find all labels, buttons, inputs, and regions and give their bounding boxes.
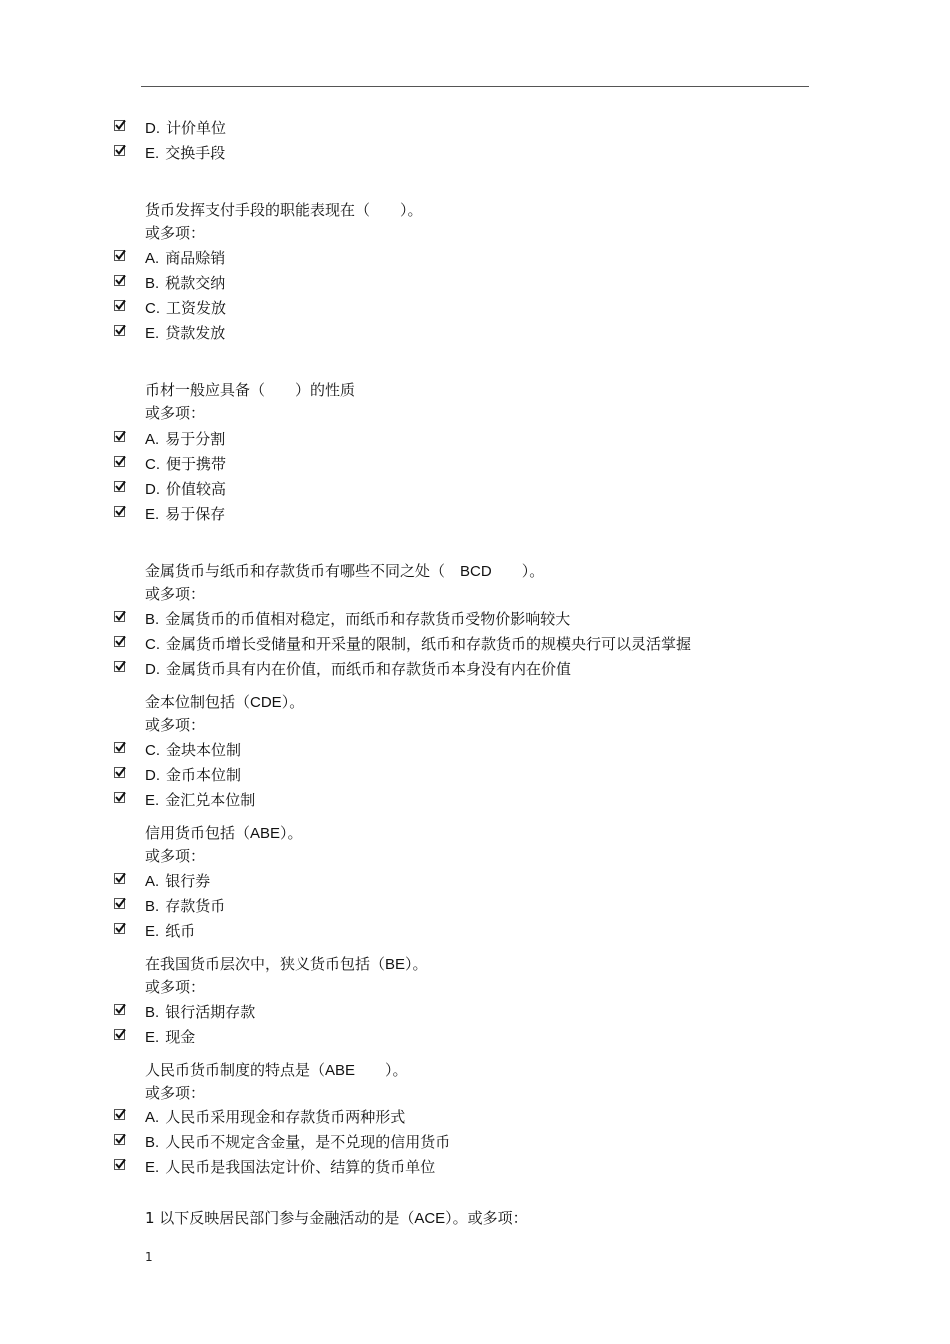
option-letter: A. <box>145 250 160 267</box>
option-letter: C. <box>145 742 160 759</box>
checked-checkbox-icon[interactable] <box>114 145 125 156</box>
option-letter: E. <box>145 145 160 162</box>
option-text: 价值较高 <box>166 480 227 498</box>
option-letter: B. <box>145 611 160 628</box>
option-row[interactable] <box>0 870 950 892</box>
checked-checkbox-icon[interactable] <box>114 120 125 131</box>
option-letter: D. <box>145 661 160 678</box>
option-letter: D. <box>145 120 160 137</box>
option-text: 现金 <box>165 1028 196 1046</box>
answer-text: BE <box>385 956 406 973</box>
checked-checkbox-icon[interactable] <box>114 481 125 492</box>
checked-checkbox-icon[interactable] <box>114 275 125 286</box>
question-type-label: 或多项： <box>145 978 206 996</box>
question-text: 金属货币与纸币和存款货币有哪些不同之处（ BCD ）。 <box>145 562 545 580</box>
option-text: 银行活期存款 <box>165 1003 256 1021</box>
checked-checkbox-icon[interactable] <box>114 873 125 884</box>
checked-checkbox-icon[interactable] <box>114 1004 125 1015</box>
option-row[interactable] <box>0 1131 950 1153</box>
option-letter: C. <box>145 300 160 317</box>
question-text: 金本位制包括（CDE）。 <box>145 693 305 711</box>
option-row[interactable] <box>0 1001 950 1023</box>
question-text: 在我国货币层次中，狭义货币包括（BE）。 <box>145 955 428 973</box>
answer-text: ABE <box>325 1062 356 1079</box>
question-text: 人民币货币制度的特点是（ABE ）。 <box>145 1061 408 1079</box>
checked-checkbox-icon[interactable] <box>114 456 125 467</box>
checked-checkbox-icon[interactable] <box>114 923 125 934</box>
option-text: 人民币采用现金和存款货币两种形式 <box>165 1108 406 1126</box>
option-text: 易于保存 <box>165 505 226 523</box>
option-text: 商品赊销 <box>165 249 226 267</box>
option-text: 人民币是我国法定计价、结算的货币单位 <box>165 1158 436 1176</box>
option-row[interactable] <box>0 117 950 139</box>
option-text: 人民币不规定含金量，是不兑现的信用货币 <box>165 1133 451 1151</box>
option-letter: A. <box>145 1109 160 1126</box>
option-text: 金属货币增长受储量和开采量的限制，纸币和存款货币的规模央行可以灵活掌握 <box>166 635 692 653</box>
question-text: 货币发挥支付手段的职能表现在（ ）。 <box>145 201 423 219</box>
checked-checkbox-icon[interactable] <box>114 636 125 647</box>
question-type-label: 或多项： <box>145 404 206 422</box>
checked-checkbox-icon[interactable] <box>114 767 125 778</box>
option-text: 金币本位制 <box>166 766 242 784</box>
page-number: 1 <box>145 1250 153 1264</box>
option-letter: D. <box>145 767 160 784</box>
option-row[interactable] <box>0 1106 950 1128</box>
option-row[interactable] <box>0 633 950 655</box>
option-letter: D. <box>145 481 160 498</box>
option-text: 金属货币具有内在价值，而纸币和存款货币本身没有内在价值 <box>166 660 572 678</box>
option-row[interactable] <box>0 739 950 761</box>
option-letter: C. <box>145 456 160 473</box>
checked-checkbox-icon[interactable] <box>114 661 125 672</box>
option-letter: B. <box>145 275 160 292</box>
option-row[interactable] <box>0 322 950 344</box>
option-text: 税款交纳 <box>165 274 226 292</box>
option-row[interactable] <box>0 142 950 164</box>
option-letter: B. <box>145 1004 160 1021</box>
question-type-label: 或多项： <box>145 716 206 734</box>
checked-checkbox-icon[interactable] <box>114 792 125 803</box>
option-text: 贷款发放 <box>165 324 226 342</box>
option-text: 金块本位制 <box>166 741 242 759</box>
option-row[interactable] <box>0 789 950 811</box>
option-text: 易于分割 <box>165 430 226 448</box>
option-row[interactable] <box>0 895 950 917</box>
answer-text: ABE <box>250 825 281 842</box>
option-letter: B. <box>145 1134 160 1151</box>
question-type-label: 或多项： <box>145 224 206 242</box>
option-row[interactable] <box>0 478 950 500</box>
checked-checkbox-icon[interactable] <box>114 506 125 517</box>
checked-checkbox-icon[interactable] <box>114 611 125 622</box>
question-type-label: 或多项： <box>145 585 206 603</box>
option-text: 金属货币的币值相对稳定，而纸币和存款货币受物价影响较大 <box>165 610 571 628</box>
option-row[interactable] <box>0 297 950 319</box>
option-row[interactable] <box>0 453 950 475</box>
answer-text: CDE <box>250 694 282 711</box>
option-row[interactable] <box>0 608 950 630</box>
checked-checkbox-icon[interactable] <box>114 742 125 753</box>
option-letter: E. <box>145 1029 160 1046</box>
question-type-label: 或多项： <box>145 1084 206 1102</box>
checked-checkbox-icon[interactable] <box>114 431 125 442</box>
option-row[interactable] <box>0 920 950 942</box>
checked-checkbox-icon[interactable] <box>114 1134 125 1145</box>
checked-checkbox-icon[interactable] <box>114 898 125 909</box>
option-row[interactable] <box>0 428 950 450</box>
option-row[interactable] <box>0 272 950 294</box>
question-type-label: 或多项： <box>145 847 206 865</box>
question-text: 1 以下反映居民部门参与金融活动的是（ACE）。或多项： <box>145 1209 528 1227</box>
checked-checkbox-icon[interactable] <box>114 1029 125 1040</box>
option-row[interactable] <box>0 1026 950 1048</box>
option-text: 交换手段 <box>165 144 226 162</box>
question-text: 币材一般应具备（ ）的性质 <box>145 381 356 399</box>
option-text: 金汇兑本位制 <box>165 791 256 809</box>
option-row[interactable] <box>0 1156 950 1178</box>
option-letter: E. <box>145 325 160 342</box>
answer-text: ACE <box>414 1210 446 1227</box>
option-text: 便于携带 <box>166 455 227 473</box>
option-letter: C. <box>145 636 160 653</box>
checked-checkbox-icon[interactable] <box>114 300 125 311</box>
checked-checkbox-icon[interactable] <box>114 325 125 336</box>
answer-text: BCD <box>460 563 492 580</box>
option-text: 纸币 <box>165 922 196 940</box>
option-letter: B. <box>145 898 160 915</box>
option-text: 银行券 <box>165 872 211 890</box>
option-letter: E. <box>145 506 160 523</box>
option-row[interactable] <box>0 247 950 269</box>
checked-checkbox-icon[interactable] <box>114 250 125 261</box>
option-letter: A. <box>145 431 160 448</box>
option-letter: E. <box>145 792 160 809</box>
header-rule <box>141 86 809 87</box>
question-text: 信用货币包括（ABE）。 <box>145 824 303 842</box>
checked-checkbox-icon[interactable] <box>114 1159 125 1170</box>
option-letter: A. <box>145 873 160 890</box>
option-letter: E. <box>145 923 160 940</box>
option-text: 计价单位 <box>166 119 227 137</box>
option-row[interactable] <box>0 503 950 525</box>
option-row[interactable] <box>0 658 950 680</box>
option-row[interactable] <box>0 764 950 786</box>
option-text: 存款货币 <box>165 897 226 915</box>
option-text: 工资发放 <box>166 299 227 317</box>
checked-checkbox-icon[interactable] <box>114 1109 125 1120</box>
option-letter: E. <box>145 1159 160 1176</box>
